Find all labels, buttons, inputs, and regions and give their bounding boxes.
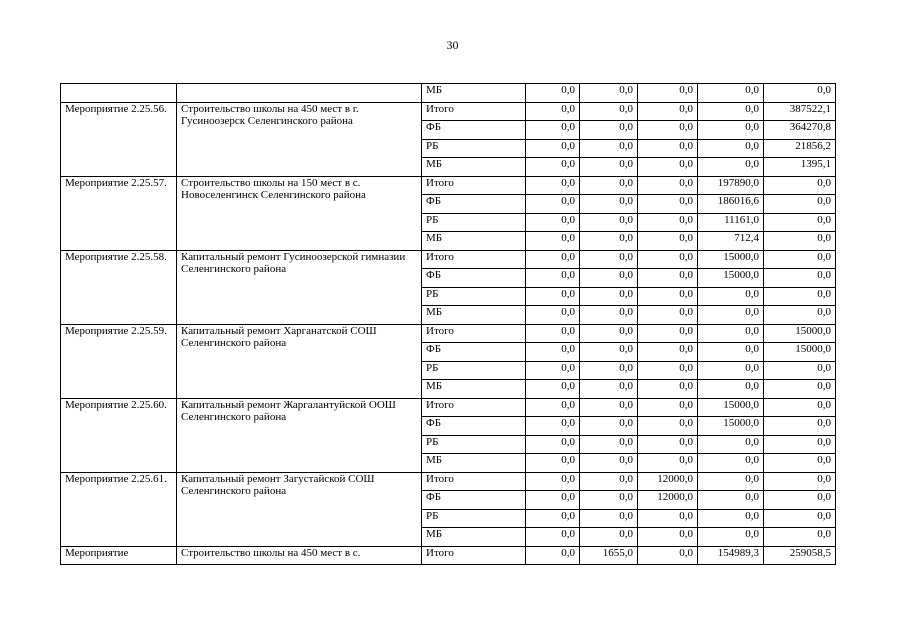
amount-cell: 0,0 bbox=[526, 102, 580, 121]
table-row bbox=[61, 84, 836, 103]
amount-cell: 15000,0 bbox=[698, 398, 764, 417]
amount-cell: 0,0 bbox=[764, 195, 836, 214]
measure-description bbox=[177, 84, 422, 103]
funding-source: Итого bbox=[422, 472, 526, 491]
amount-cell: 0,0 bbox=[764, 491, 836, 510]
funding-source: МБ bbox=[422, 380, 526, 399]
amount-cell: 0,0 bbox=[526, 546, 580, 565]
amount-cell: 0,0 bbox=[526, 361, 580, 380]
amount-cell: 0,0 bbox=[638, 528, 698, 547]
amount-cell: 0,0 bbox=[698, 121, 764, 140]
amount-cell: 15000,0 bbox=[698, 269, 764, 288]
amount-cell: 0,0 bbox=[526, 176, 580, 195]
table-row bbox=[61, 546, 836, 565]
amount-cell: 0,0 bbox=[580, 509, 638, 528]
amount-cell: 0,0 bbox=[526, 269, 580, 288]
measure-description: Капитальный ремонт Гусиноозерской гимназии Селенгинского района bbox=[177, 250, 422, 324]
amount-cell: 0,0 bbox=[698, 454, 764, 473]
amount-cell: 0,0 bbox=[580, 435, 638, 454]
amount-cell: 0,0 bbox=[698, 528, 764, 547]
amount-cell: 15000,0 bbox=[698, 417, 764, 436]
amount-cell: 0,0 bbox=[638, 454, 698, 473]
amount-cell: 0,0 bbox=[764, 176, 836, 195]
table-row bbox=[61, 472, 836, 491]
amount-cell: 0,0 bbox=[698, 509, 764, 528]
funding-source: ФБ bbox=[422, 195, 526, 214]
amount-cell: 0,0 bbox=[638, 84, 698, 103]
measure-description: Строительство школы на 150 мест в с. Новоселенгинск Селенгинского района bbox=[177, 176, 422, 250]
amount-cell: 0,0 bbox=[698, 472, 764, 491]
table-body bbox=[61, 84, 836, 565]
budget-table bbox=[60, 83, 836, 565]
amount-cell: 0,0 bbox=[580, 491, 638, 510]
amount-cell: 0,0 bbox=[580, 102, 638, 121]
amount-cell: 0,0 bbox=[526, 491, 580, 510]
amount-cell: 0,0 bbox=[638, 509, 698, 528]
amount-cell: 364270,8 bbox=[764, 121, 836, 140]
measure-label: Мероприятие 2.25.59. bbox=[61, 324, 177, 398]
amount-cell: 0,0 bbox=[580, 361, 638, 380]
funding-source: ФБ bbox=[422, 491, 526, 510]
amount-cell: 0,0 bbox=[764, 417, 836, 436]
amount-cell: 0,0 bbox=[580, 176, 638, 195]
amount-cell: 0,0 bbox=[638, 546, 698, 565]
funding-source: МБ bbox=[422, 158, 526, 177]
measure-label: Мероприятие 2.25.56. bbox=[61, 102, 177, 176]
amount-cell: 0,0 bbox=[638, 417, 698, 436]
amount-cell: 0,0 bbox=[526, 417, 580, 436]
funding-source: МБ bbox=[422, 528, 526, 547]
amount-cell: 21856,2 bbox=[764, 139, 836, 158]
amount-cell: 0,0 bbox=[580, 324, 638, 343]
funding-source: ФБ bbox=[422, 417, 526, 436]
funding-source: МБ bbox=[422, 454, 526, 473]
measure-label: Мероприятие 2.25.60. bbox=[61, 398, 177, 472]
funding-source: ФБ bbox=[422, 343, 526, 362]
amount-cell: 0,0 bbox=[698, 491, 764, 510]
amount-cell: 0,0 bbox=[764, 454, 836, 473]
amount-cell: 1655,0 bbox=[580, 546, 638, 565]
amount-cell: 0,0 bbox=[638, 121, 698, 140]
amount-cell: 0,0 bbox=[580, 343, 638, 362]
amount-cell: 0,0 bbox=[698, 435, 764, 454]
amount-cell: 0,0 bbox=[764, 528, 836, 547]
amount-cell: 0,0 bbox=[698, 361, 764, 380]
amount-cell: 0,0 bbox=[580, 121, 638, 140]
amount-cell: 0,0 bbox=[764, 269, 836, 288]
amount-cell: 0,0 bbox=[638, 361, 698, 380]
measure-description: Строительство школы на 450 мест в с. bbox=[177, 546, 422, 565]
amount-cell: 0,0 bbox=[764, 398, 836, 417]
funding-source: МБ bbox=[422, 84, 526, 103]
amount-cell: 0,0 bbox=[580, 232, 638, 251]
amount-cell: 0,0 bbox=[526, 380, 580, 399]
amount-cell: 0,0 bbox=[638, 398, 698, 417]
measure-label bbox=[61, 84, 177, 103]
amount-cell: 0,0 bbox=[580, 213, 638, 232]
amount-cell: 259058,5 bbox=[764, 546, 836, 565]
table-row bbox=[61, 398, 836, 417]
measure-description: Строительство школы на 450 мест в г. Гусиноозерск Селенгинского района bbox=[177, 102, 422, 176]
amount-cell: 15000,0 bbox=[764, 324, 836, 343]
funding-source: Итого bbox=[422, 250, 526, 269]
amount-cell: 0,0 bbox=[580, 528, 638, 547]
amount-cell: 0,0 bbox=[764, 213, 836, 232]
amount-cell: 15000,0 bbox=[698, 250, 764, 269]
measure-description: Капитальный ремонт Харганатской СОШ Селенгинского района bbox=[177, 324, 422, 398]
amount-cell: 0,0 bbox=[580, 306, 638, 325]
amount-cell: 0,0 bbox=[638, 158, 698, 177]
amount-cell: 0,0 bbox=[526, 232, 580, 251]
funding-source: Итого bbox=[422, 102, 526, 121]
amount-cell: 0,0 bbox=[526, 454, 580, 473]
amount-cell: 0,0 bbox=[638, 343, 698, 362]
measure-description: Капитальный ремонт Жаргалантуйской ООШ Селенгинского района bbox=[177, 398, 422, 472]
amount-cell: 0,0 bbox=[526, 158, 580, 177]
amount-cell: 0,0 bbox=[638, 102, 698, 121]
amount-cell: 0,0 bbox=[638, 195, 698, 214]
amount-cell: 0,0 bbox=[580, 139, 638, 158]
amount-cell: 0,0 bbox=[526, 195, 580, 214]
amount-cell: 0,0 bbox=[698, 84, 764, 103]
amount-cell: 0,0 bbox=[526, 213, 580, 232]
funding-source: Итого bbox=[422, 324, 526, 343]
amount-cell: 0,0 bbox=[526, 343, 580, 362]
measure-label: Мероприятие 2.25.61. bbox=[61, 472, 177, 546]
amount-cell: 0,0 bbox=[764, 287, 836, 306]
measure-description: Капитальный ремонт Загустайской СОШ Селенгинского района bbox=[177, 472, 422, 546]
amount-cell: 0,0 bbox=[526, 435, 580, 454]
amount-cell: 0,0 bbox=[698, 380, 764, 399]
amount-cell: 0,0 bbox=[764, 380, 836, 399]
funding-source: РБ bbox=[422, 435, 526, 454]
amount-cell: 0,0 bbox=[764, 472, 836, 491]
amount-cell: 0,0 bbox=[698, 158, 764, 177]
amount-cell: 0,0 bbox=[580, 158, 638, 177]
amount-cell: 0,0 bbox=[698, 139, 764, 158]
amount-cell: 0,0 bbox=[580, 287, 638, 306]
table-row bbox=[61, 324, 836, 343]
funding-source: Итого bbox=[422, 398, 526, 417]
funding-source: Итого bbox=[422, 176, 526, 195]
amount-cell: 154989,3 bbox=[698, 546, 764, 565]
amount-cell: 0,0 bbox=[698, 343, 764, 362]
table-row bbox=[61, 176, 836, 195]
funding-source: РБ bbox=[422, 361, 526, 380]
amount-cell: 712,4 bbox=[698, 232, 764, 251]
amount-cell: 0,0 bbox=[764, 435, 836, 454]
measure-label: Мероприятие 2.25.58. bbox=[61, 250, 177, 324]
amount-cell: 1395,1 bbox=[764, 158, 836, 177]
amount-cell: 0,0 bbox=[580, 195, 638, 214]
amount-cell: 387522,1 bbox=[764, 102, 836, 121]
amount-cell: 12000,0 bbox=[638, 472, 698, 491]
amount-cell: 0,0 bbox=[526, 324, 580, 343]
amount-cell: 0,0 bbox=[764, 250, 836, 269]
page-number: 30 bbox=[446, 38, 459, 52]
amount-cell: 0,0 bbox=[764, 361, 836, 380]
amount-cell: 0,0 bbox=[526, 398, 580, 417]
amount-cell: 0,0 bbox=[764, 306, 836, 325]
amount-cell: 0,0 bbox=[526, 509, 580, 528]
amount-cell: 0,0 bbox=[638, 380, 698, 399]
amount-cell: 0,0 bbox=[764, 509, 836, 528]
table-row bbox=[61, 250, 836, 269]
amount-cell: 0,0 bbox=[764, 232, 836, 251]
measure-label: Мероприятие 2.25.57. bbox=[61, 176, 177, 250]
amount-cell: 0,0 bbox=[638, 213, 698, 232]
amount-cell: 0,0 bbox=[526, 472, 580, 491]
amount-cell: 0,0 bbox=[526, 121, 580, 140]
amount-cell: 0,0 bbox=[580, 84, 638, 103]
funding-source: РБ bbox=[422, 287, 526, 306]
amount-cell: 0,0 bbox=[698, 324, 764, 343]
amount-cell: 0,0 bbox=[698, 306, 764, 325]
funding-source: РБ bbox=[422, 509, 526, 528]
amount-cell: 0,0 bbox=[698, 287, 764, 306]
amount-cell: 197890,0 bbox=[698, 176, 764, 195]
amount-cell: 0,0 bbox=[638, 324, 698, 343]
amount-cell: 0,0 bbox=[580, 454, 638, 473]
amount-cell: 0,0 bbox=[638, 287, 698, 306]
amount-cell: 0,0 bbox=[638, 232, 698, 251]
amount-cell: 0,0 bbox=[526, 139, 580, 158]
amount-cell: 0,0 bbox=[638, 139, 698, 158]
amount-cell: 0,0 bbox=[526, 528, 580, 547]
funding-source: РБ bbox=[422, 139, 526, 158]
amount-cell: 0,0 bbox=[580, 380, 638, 399]
amount-cell: 0,0 bbox=[638, 250, 698, 269]
amount-cell: 11161,0 bbox=[698, 213, 764, 232]
amount-cell: 0,0 bbox=[638, 176, 698, 195]
amount-cell: 15000,0 bbox=[764, 343, 836, 362]
amount-cell: 0,0 bbox=[580, 417, 638, 436]
amount-cell: 0,0 bbox=[698, 102, 764, 121]
funding-source: ФБ bbox=[422, 269, 526, 288]
amount-cell: 0,0 bbox=[526, 84, 580, 103]
table-row bbox=[61, 102, 836, 121]
amount-cell: 12000,0 bbox=[638, 491, 698, 510]
funding-source: РБ bbox=[422, 213, 526, 232]
amount-cell: 0,0 bbox=[526, 287, 580, 306]
amount-cell: 0,0 bbox=[580, 398, 638, 417]
amount-cell: 0,0 bbox=[638, 269, 698, 288]
amount-cell: 186016,6 bbox=[698, 195, 764, 214]
amount-cell: 0,0 bbox=[638, 435, 698, 454]
amount-cell: 0,0 bbox=[580, 269, 638, 288]
funding-source: Итого bbox=[422, 546, 526, 565]
funding-source: МБ bbox=[422, 232, 526, 251]
amount-cell: 0,0 bbox=[580, 250, 638, 269]
measure-label: Мероприятие bbox=[61, 546, 177, 565]
amount-cell: 0,0 bbox=[764, 84, 836, 103]
funding-source: ФБ bbox=[422, 121, 526, 140]
funding-source: МБ bbox=[422, 306, 526, 325]
amount-cell: 0,0 bbox=[526, 306, 580, 325]
amount-cell: 0,0 bbox=[580, 472, 638, 491]
amount-cell: 0,0 bbox=[526, 250, 580, 269]
amount-cell: 0,0 bbox=[638, 306, 698, 325]
